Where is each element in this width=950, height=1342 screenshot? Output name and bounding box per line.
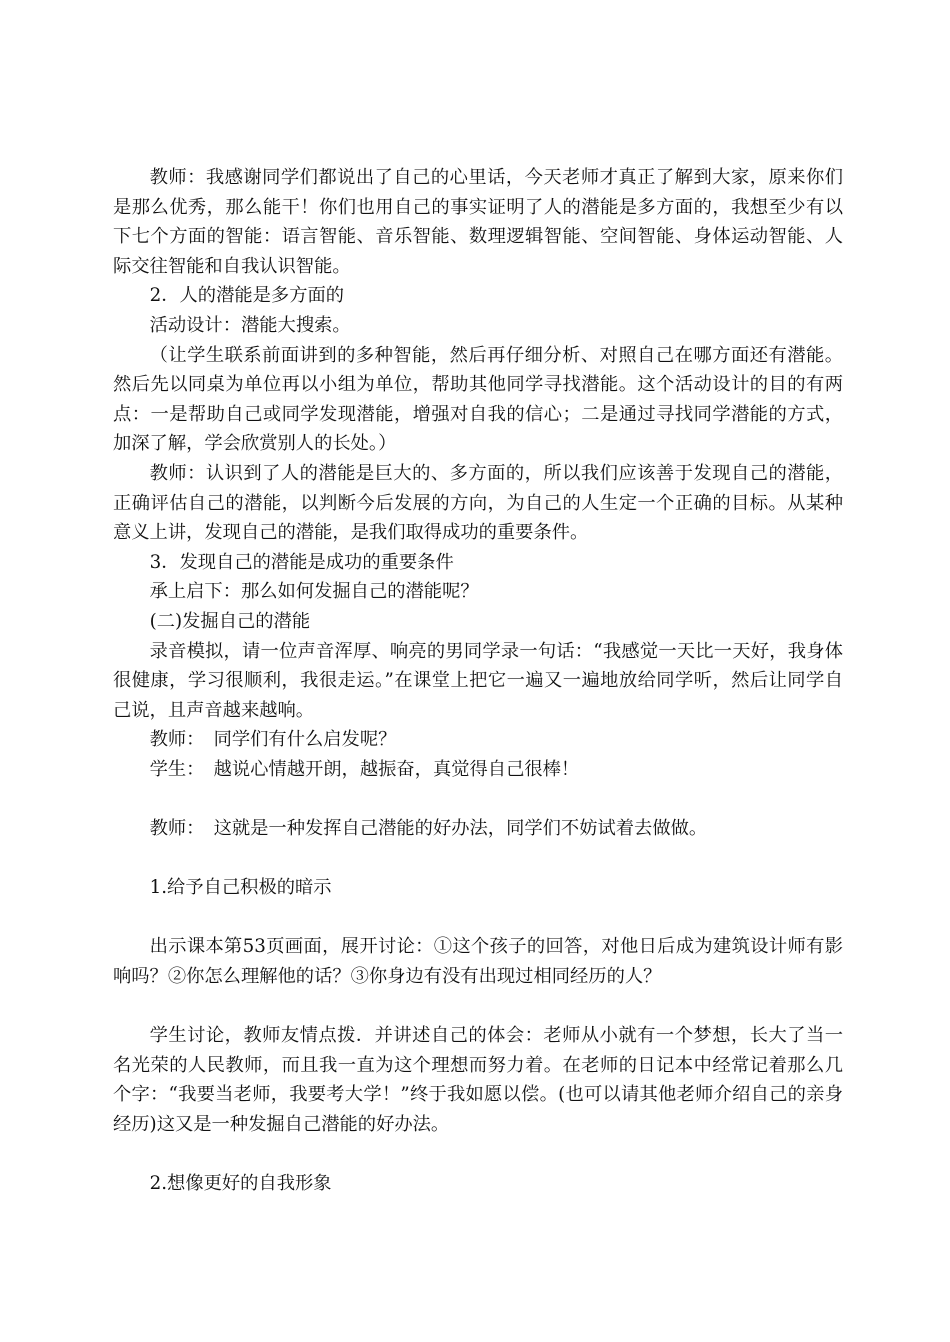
paragraph-activity-note: （让学生联系前面讲到的多种智能，然后再仔细分析、对照自己在哪方面还有潜能。然后先以同桌为单位再以小组为单位，帮助其他同学寻找潜能。这个活动设计的目的有两点：一是帮助自己或同学发现潜能，增强对自我的信心；二是通过寻找同学潜能的方式，加深了解，学会欣赏别人的长处。） — [113, 344, 843, 455]
dialogue-teacher-summary: 教师： 这就是一种发挥自己潜能的好办法，同学们不妨试着去做做。 — [149, 818, 708, 840]
paragraph-teacher-experience: 学生讨论，教师友情点拨．并讲述自己的体会：老师从小就有一个梦想，长大了当一名光荣的人民教师，而且我一直为这个理想而努力着。在老师的日记本中经常记着那么几个字：“我要当老师，我要考大学！”终于我如愿以偿。(也可以请其他老师介绍自己的亲身经历)这又是一种发掘自己潜能的好办法。 — [113, 1025, 843, 1135]
paragraph-textbook-discussion: 出示课本第53页画面，展开讨论：①这个孩子的回答，对他日后成为建筑设计师有影响吗？②你怎么理解他的话？③你身边有没有出现过相同经历的人？ — [113, 936, 843, 988]
heading-potential-multifaceted: 2．人的潜能是多方面的 — [149, 285, 345, 307]
dialogue-teacher-question: 教师： 同学们有什么启发呢？ — [149, 729, 397, 751]
dialogue-student-answer: 学生： 越说心情越开朗，越振奋，真觉得自己很棒！ — [149, 758, 580, 780]
heading-develop-potential: (二)发掘自己的潜能 — [149, 610, 311, 632]
paragraph-transition: 承上启下：那么如何发掘自己的潜能呢？ — [149, 581, 479, 603]
paragraph-teacher-intelligences: 教师：我感谢同学们都说出了自己的心里话，今天老师才真正了解到大家，原来你们是那么优秀，那么能干！你们也用自己的事实证明了人的潜能是多方面的，我想至少有以下七个方面的智能：语言智能、音乐智能、数理逻辑智能、空间智能、身体运动智能、人际交往智能和自我认识智能。 — [113, 167, 843, 277]
heading-positive-suggestion: 1.给予自己积极的暗示 — [149, 877, 332, 899]
document-body — [113, 163, 843, 1199]
heading-discover-potential: 3．发现自己的潜能是成功的重要条件 — [149, 551, 454, 573]
paragraph-teacher-evaluate: 教师：认识到了人的潜能是巨大的、多方面的，所以我们应该善于发现自己的潜能，正确评估自己的潜能，以判断今后发展的方向，为自己的人生定一个正确的目标。从某种意义上讲，发现自己的潜能，是我们取得成功的重要条件。 — [113, 462, 843, 544]
paragraph-activity-design: 活动设计：潜能大搜索。 — [149, 314, 351, 336]
paragraph-recording: 录音模拟，请一位声音浑厚、响亮的男同学录一句话：“我感觉一天比一天好，我身体很健康，学习很顺利，我很走运。”在课堂上把它一遍又一遍地放给同学听，然后让同学自己说，且声音越来越响。 — [113, 640, 843, 721]
heading-better-self-image: 2.想像更好的自我形象 — [149, 1173, 332, 1195]
